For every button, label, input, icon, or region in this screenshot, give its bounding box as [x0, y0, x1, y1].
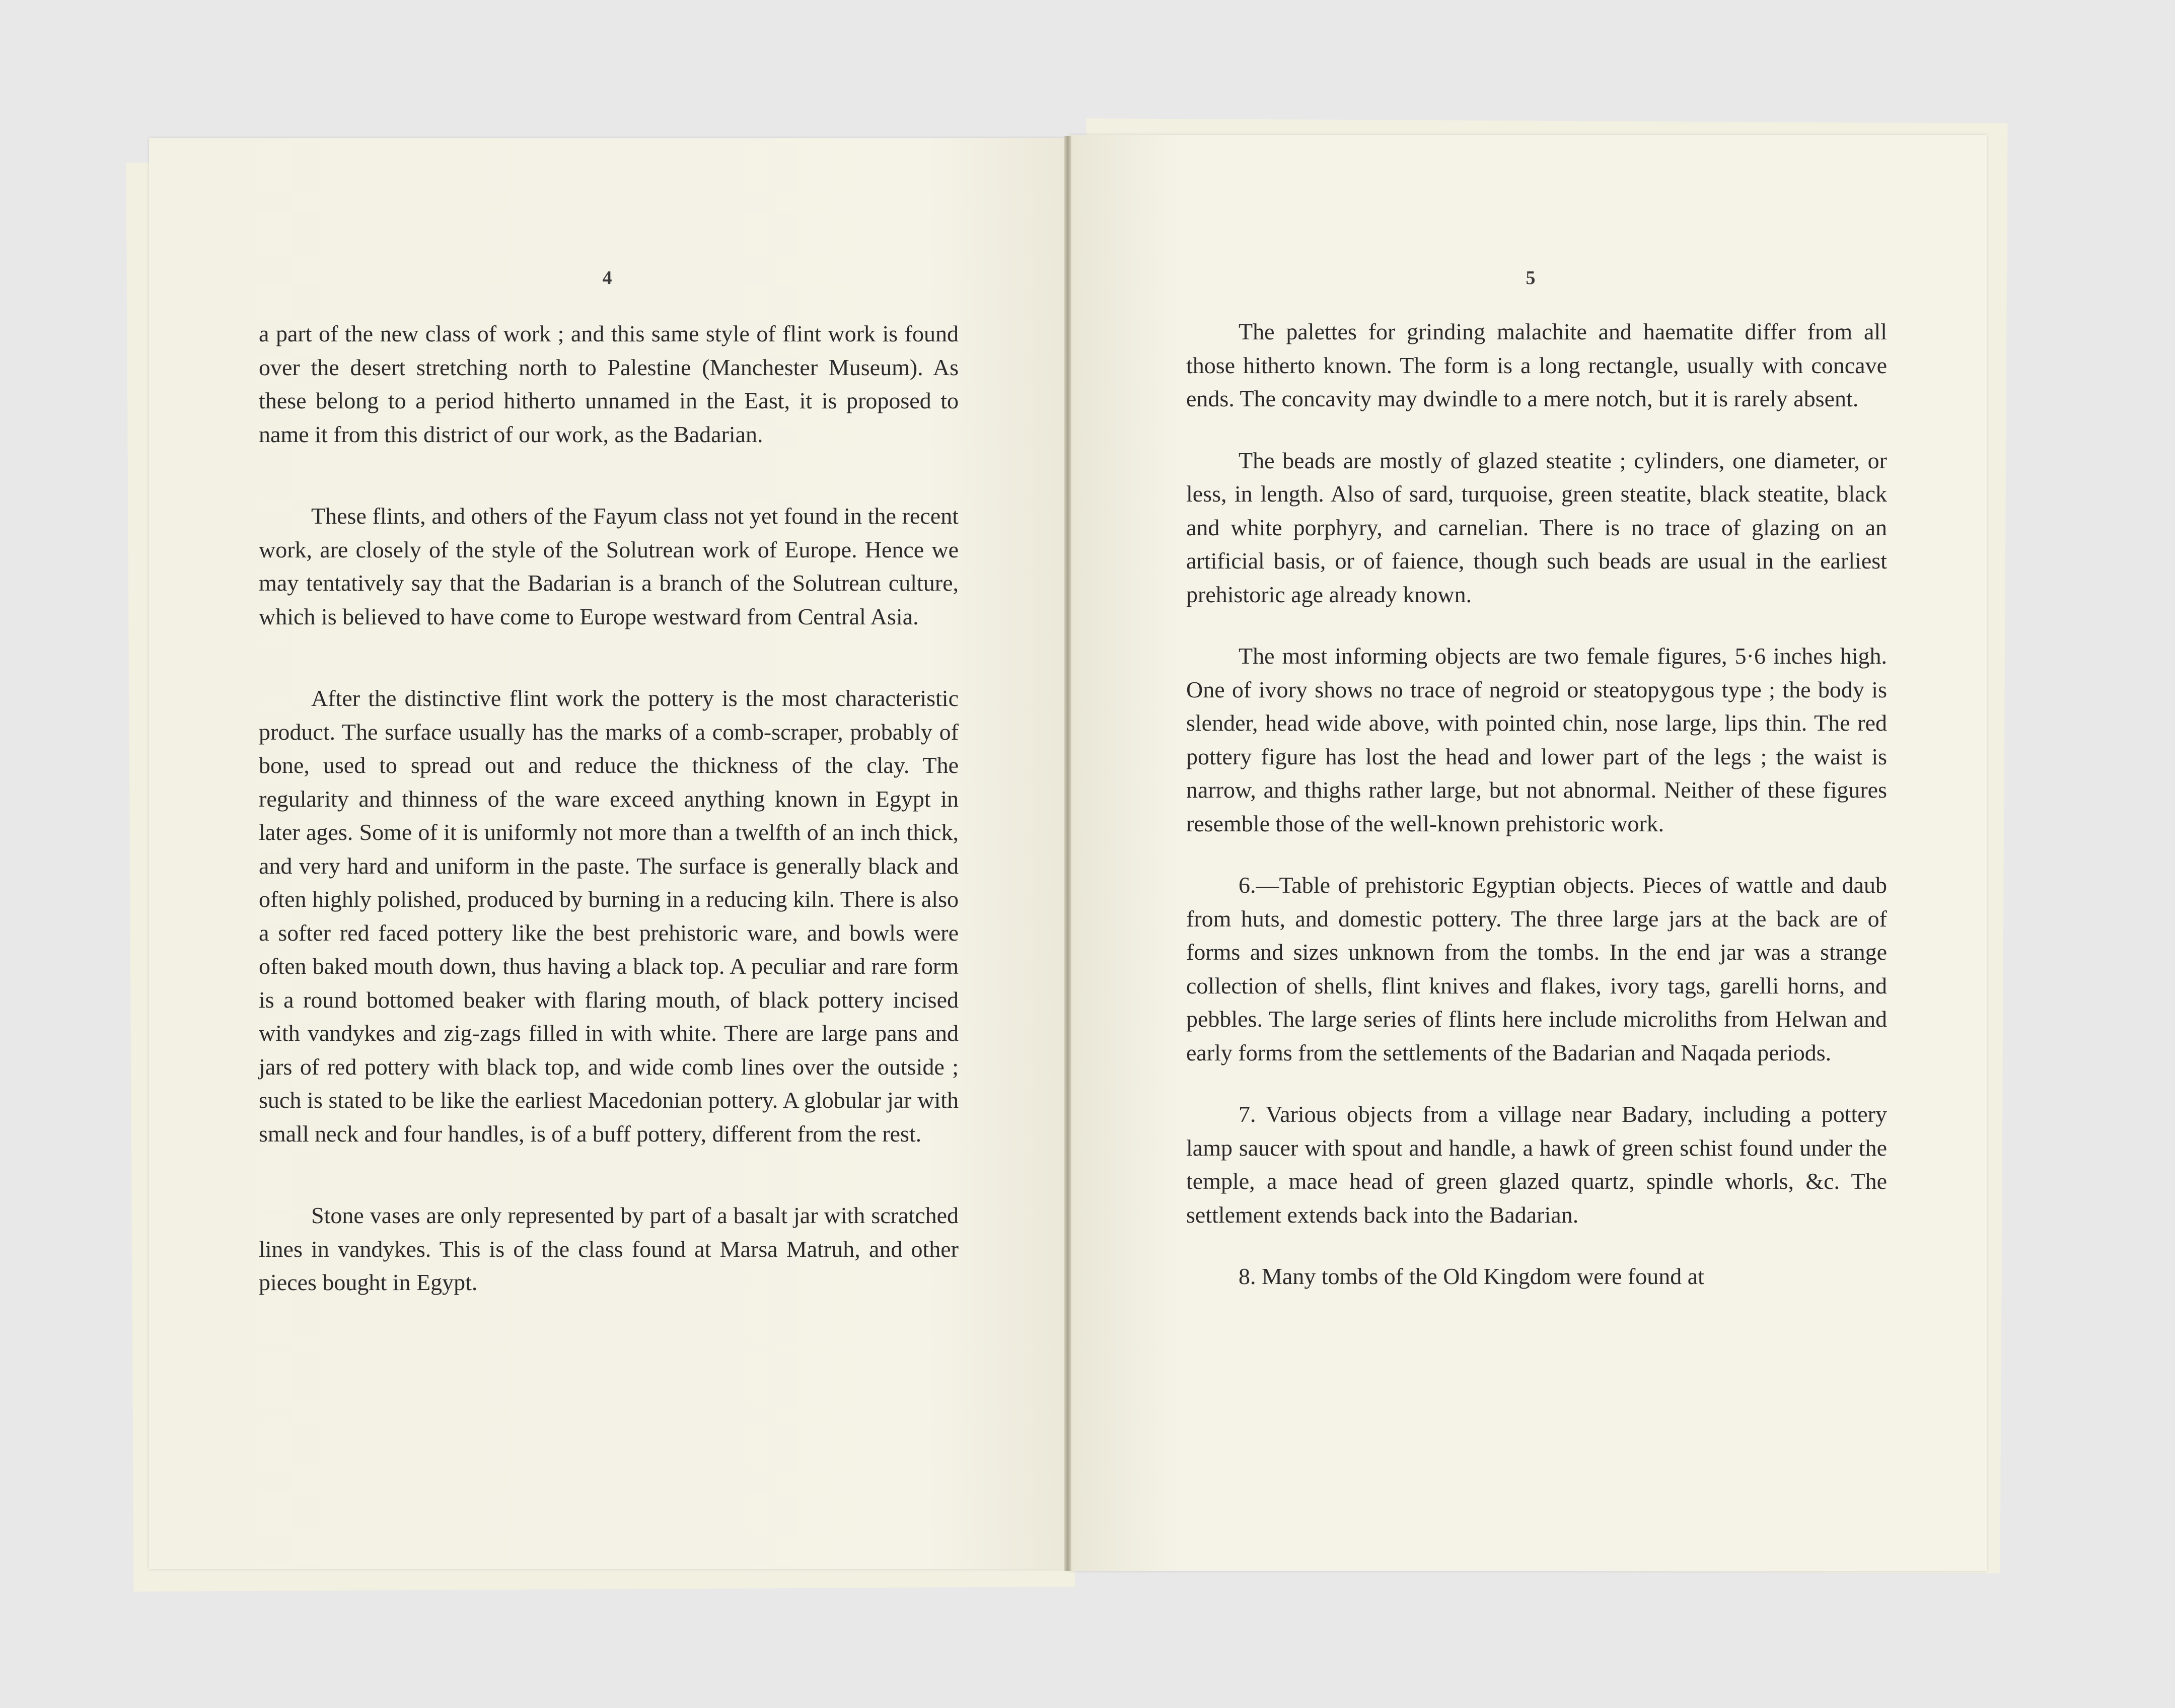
paragraph: After the distinctive flint work the pottery is the most characteristic product. The surface usually has the marks of a comb-scraper, probably of bone, used to spread out and reduce the thickness of the clay. The regularity and thinness of the ware exceed anything known in Egypt in later ages. Some of it is uniformly not more than a twelfth of an inch thick, and very hard and uniform in the paste. The surface is generally black and often highly polished, produced by burning in a reducing kiln. There is also a softer red faced pottery like the best prehistoric ware, and bowls were often baked mouth down, thus having a black top. A peculiar and rare form is a round bottomed beaker with flaring mouth, of black pottery incised with vandykes and zig-zags filled in with white. There are large pans and jars of red pottery with black top, and wide comb lines over the outside ; such is stated to be like the earliest Macedonian pottery. A globular jar with small neck and four handles, is of a buff pottery, different from the rest.: [259, 685, 959, 1147]
paragraph: Stone vases are only represented by part of a basalt jar with scratched lines in vandykes. This is of the class found at Marsa Matruh, and other pieces bought in Egypt.: [259, 1202, 959, 1295]
book-gutter: [1064, 136, 1071, 1571]
paragraph: These flints, and others of the Fayum class not yet found in the recent work, are closely of the style of the Solutrean work of Europe. Hence we may tentatively say that the Badarian is a branch of the Solutrean culture, which is believed to have come to Europe westward from Central Asia.: [259, 503, 959, 629]
paragraph: The beads are mostly of glazed steatite ; cylinders, one diameter, or less, in length. Also of sard, turquoise, green steatite, black steatite, black and white porphyry, and carnelian. There is no trace of glazing on an artificial basis, or of faience, though such beads are usual in the earliest prehistoric age already known.: [1186, 447, 1887, 607]
paragraph: 8. Many tombs of the Old Kingdom were found at: [1239, 1263, 1704, 1289]
paragraph: 6.—Table of prehistoric Egyptian objects. Pieces of wattle and daub from huts, and domestic pottery. The three large jars at the back are of forms and sizes unknown from the tombs. In the end jar was a strange collection of shells, flint knives and flakes, ivory tags, garelli horns, and pebbles. The large series of flints here include microliths from Helwan and early forms from the settlements of the Badarian and Naqada periods.: [1186, 872, 1887, 1065]
right-page-text: [1186, 315, 1887, 1294]
paragraph: The palettes for grinding malachite and haematite differ from all those hitherto known. The form is a long rectangle, usually with concave ends. The concavity may dwindle to a mere notch, but it is rarely absent.: [1186, 319, 1887, 411]
paragraph: 7. Various objects from a village near Badary, including a pottery lamp saucer with spout and handle, a hawk of green schist found under the temple, a mace head of green glazed quartz, spindle whorls, &c. The settlement extends back into the Badarian.: [1186, 1101, 1887, 1228]
left-page-number: 4: [602, 267, 612, 289]
paragraph: The most informing objects are two female figures, 5·6 inches high. One of ivory shows no trace of negroid or steatopygous type ; the body is slender, head wide above, with pointed chin, nose large, lips thin. The red pottery figure has lost the head and lower part of the legs ; the waist is narrow, and thighs rather large, but not abnormal. Neither of these figures resemble those of the well-known prehistoric work.: [1186, 643, 1887, 836]
paragraph: a part of the new class of work ; and this same style of flint work is found over the desert stretching north to Palestine (Manchester Museum). As these belong to a period hitherto unnamed in the East, it is proposed to name it from this district of our work, as the Badarian.: [259, 321, 959, 447]
right-page-number: 5: [1526, 267, 1536, 289]
left-page-text: [259, 317, 959, 1300]
